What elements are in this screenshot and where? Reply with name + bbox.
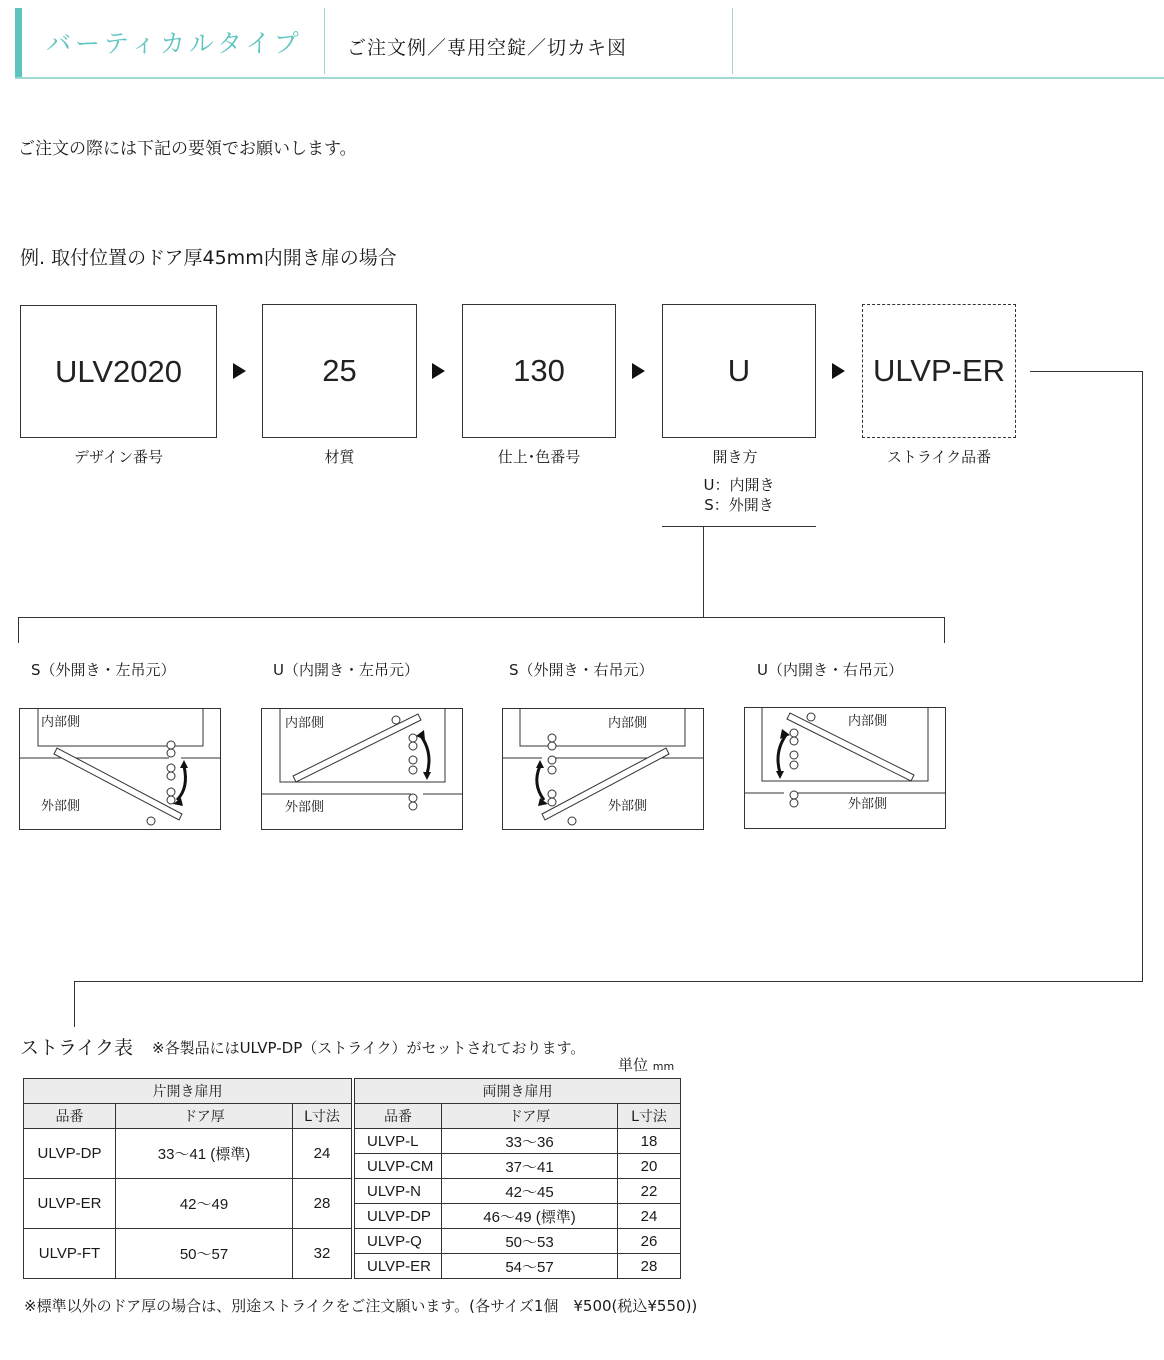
example-title: 例. 取付位置のドア厚45mm内開き扉の場合 [20, 247, 397, 269]
group-header: 両開き扉用 [355, 1079, 681, 1104]
l-cell: 20 [618, 1154, 681, 1179]
table-row [355, 1254, 681, 1279]
header-divider [324, 8, 325, 74]
thickness-cell: 42〜49 [116, 1179, 293, 1229]
page-subtitle: ご注文例／専用空錠／切カキ図 [347, 37, 628, 59]
table-row [355, 1204, 681, 1229]
column-header: L寸法 [618, 1104, 681, 1129]
table-row [24, 1229, 352, 1279]
table-row [355, 1129, 681, 1154]
door-swing-figure [744, 707, 946, 829]
door-diagram-u-right [744, 707, 946, 829]
part-cell: ULVP-DP [24, 1129, 116, 1179]
part-cell: ULVP-L [355, 1129, 442, 1154]
door-diagram-u-left [261, 708, 463, 830]
thickness-cell: 33〜41 (標準) [116, 1129, 293, 1179]
l-cell: 18 [618, 1129, 681, 1154]
thickness-cell: 46〜49 (標準) [442, 1204, 618, 1229]
connector-line [18, 617, 19, 643]
connector-line [74, 981, 1143, 982]
column-header: 品番 [24, 1104, 116, 1129]
outside-label: 外部側 [285, 800, 325, 815]
outside-label: 外部側 [41, 799, 81, 814]
diagram-label: U（内開き・右吊元） [757, 661, 903, 679]
diagram-label: S（外開き・右吊元） [509, 661, 654, 679]
part-cell: ULVP-FT [24, 1229, 116, 1279]
door-diagram-s-left [19, 708, 221, 830]
caption-strike: ストライク品番 [886, 448, 992, 466]
outside-label: 外部側 [848, 797, 888, 812]
part-cell: ULVP-ER [355, 1254, 442, 1279]
inside-label: 内部側 [285, 716, 325, 731]
opening-note-s: S：外開き [704, 496, 774, 514]
order-box-strike: ULVP-ER [862, 304, 1016, 438]
arrow-right-icon [632, 363, 645, 379]
caption-material: 材質 [324, 448, 355, 466]
order-box-opening: U [662, 304, 816, 438]
inside-label: 内部側 [608, 716, 648, 731]
connector-line [18, 617, 945, 618]
diagram-label: S（外開き・左吊元） [31, 661, 176, 679]
thickness-cell: 50〜53 [442, 1229, 618, 1254]
column-header: ドア厚 [442, 1104, 618, 1129]
l-cell: 24 [618, 1204, 681, 1229]
part-cell: ULVP-ER [24, 1179, 116, 1229]
part-cell: ULVP-Q [355, 1229, 442, 1254]
part-cell: ULVP-N [355, 1179, 442, 1204]
l-cell: 28 [293, 1179, 352, 1229]
order-box-design: ULV2020 [20, 305, 217, 438]
footnote: ※標準以外のドア厚の場合は、別途ストライクをご注文願います。(各サイズ1個 ¥500(税込¥550)) [24, 1297, 698, 1315]
unit-label-text: 単位 [618, 1056, 649, 1074]
group-header: 片開き扉用 [24, 1079, 352, 1104]
connector-line [944, 617, 945, 643]
table-row [24, 1129, 352, 1179]
page-title: バーティカルタイプ [46, 29, 303, 58]
connector-line [703, 526, 704, 617]
part-cell: ULVP-DP [355, 1204, 442, 1229]
column-header: 品番 [355, 1104, 442, 1129]
order-box-finish: 130 [462, 304, 616, 438]
header-accent-bar [15, 8, 22, 78]
table-row [24, 1179, 352, 1229]
unit-value: mm [652, 1060, 675, 1073]
header-underline [15, 77, 1164, 79]
opening-note-u: U：内開き [703, 476, 775, 494]
l-cell: 32 [293, 1229, 352, 1279]
table-row [355, 1229, 681, 1254]
l-cell: 22 [618, 1179, 681, 1204]
caption-opening: 開き方 [712, 448, 758, 466]
order-box-material: 25 [262, 304, 417, 438]
opening-notes [662, 475, 816, 515]
connector-line [74, 981, 75, 1027]
strike-table-double [354, 1078, 681, 1279]
inside-label: 内部側 [41, 715, 81, 730]
thickness-cell: 42〜45 [442, 1179, 618, 1204]
thickness-cell: 37〜41 [442, 1154, 618, 1179]
thickness-cell: 54〜57 [442, 1254, 618, 1279]
inside-label: 内部側 [848, 714, 888, 729]
table-row [355, 1154, 681, 1179]
table-row [355, 1179, 681, 1204]
header-divider [732, 8, 733, 74]
column-header: L寸法 [293, 1104, 352, 1129]
strike-table-single [23, 1078, 352, 1279]
door-diagram-s-right [502, 708, 704, 830]
thickness-cell: 50〜57 [116, 1229, 293, 1279]
door-swing-figure [502, 708, 704, 830]
column-header: ドア厚 [116, 1104, 293, 1129]
diagram-label: U（内開き・左吊元） [273, 661, 419, 679]
l-cell: 26 [618, 1229, 681, 1254]
arrow-right-icon [432, 363, 445, 379]
arrow-right-icon [233, 363, 246, 379]
connector-line [1030, 371, 1143, 372]
arrow-right-icon [832, 363, 845, 379]
l-cell: 28 [618, 1254, 681, 1279]
l-cell: 24 [293, 1129, 352, 1179]
part-cell: ULVP-CM [355, 1154, 442, 1179]
connector-line [1142, 371, 1143, 982]
thickness-cell: 33〜36 [442, 1129, 618, 1154]
unit-label [618, 1054, 674, 1075]
caption-finish: 仕上･色番号 [497, 448, 581, 466]
strike-table-note: ※各製品にはULVP-DP（ストライク）がセットされております。 [152, 1039, 586, 1057]
outside-label: 外部側 [608, 799, 648, 814]
connector-line [662, 526, 816, 527]
caption-design: デザイン番号 [74, 448, 163, 466]
strike-table-title: ストライク表 [20, 1037, 134, 1059]
intro-text: ご注文の際には下記の要領でお願いします。 [18, 139, 357, 159]
